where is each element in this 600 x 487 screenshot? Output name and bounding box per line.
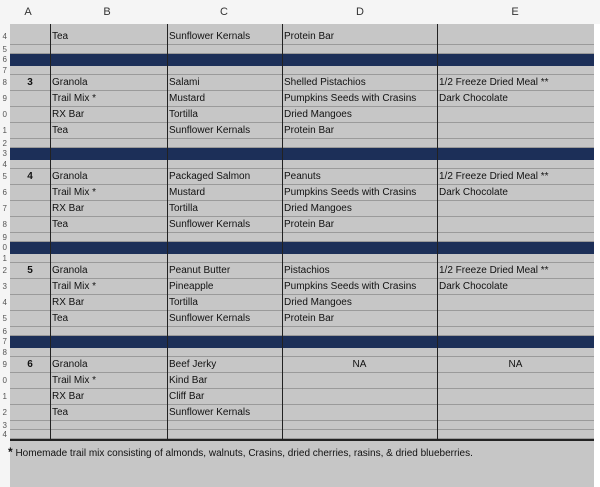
cell-b[interactable]: RX Bar bbox=[52, 109, 85, 120]
table-row bbox=[10, 29, 594, 45]
cell-a[interactable] bbox=[10, 107, 50, 123]
spreadsheet-grid bbox=[10, 24, 594, 487]
row-number[interactable]: 9 bbox=[2, 360, 7, 369]
cell-c[interactable]: Sunflower Kernals bbox=[169, 31, 251, 42]
cell-e[interactable]: 1/2 Freeze Dried Meal ** bbox=[439, 171, 549, 182]
footnote-marker: * bbox=[8, 445, 13, 459]
table-row bbox=[10, 217, 594, 233]
row-number[interactable]: 8 bbox=[2, 347, 7, 357]
cell-a[interactable] bbox=[10, 295, 50, 311]
cell-c[interactable]: Mustard bbox=[169, 93, 206, 104]
cell-e[interactable] bbox=[437, 373, 594, 389]
cell-a[interactable]: 3 bbox=[27, 77, 33, 88]
cell-b[interactable]: RX Bar bbox=[52, 297, 85, 308]
cell-b[interactable]: Tea bbox=[52, 31, 69, 42]
row-number[interactable]: 5 bbox=[2, 44, 7, 54]
cell-a[interactable] bbox=[10, 185, 50, 201]
cell-c[interactable]: Packaged Salmon bbox=[169, 171, 251, 182]
column-header-e[interactable]: E bbox=[511, 6, 519, 18]
cell-d[interactable]: Pistachios bbox=[284, 265, 330, 276]
cell-b[interactable]: Tea bbox=[52, 407, 69, 418]
footnote bbox=[8, 440, 578, 464]
day-separator bbox=[10, 242, 594, 254]
row-number[interactable]: 9 bbox=[2, 94, 7, 103]
cell-d[interactable]: Pumpkins Seeds with Crasins bbox=[284, 93, 417, 104]
footnote-text: Homemade trail mix consisting of almonds, walnuts, Crasins, dried cherries, rasins, & dried blueberries. bbox=[15, 448, 473, 459]
row-number[interactable]: 3 bbox=[2, 420, 7, 430]
row-number[interactable]: 4 bbox=[2, 298, 7, 307]
table-row bbox=[10, 201, 594, 217]
day-separator bbox=[10, 336, 594, 348]
cell-d[interactable]: Protein Bar bbox=[284, 313, 335, 324]
cell-a[interactable] bbox=[10, 405, 50, 421]
cell-d[interactable]: Peanuts bbox=[284, 171, 321, 182]
cell-c[interactable]: Pineapple bbox=[169, 281, 214, 292]
table-row bbox=[10, 75, 594, 91]
cell-c[interactable]: Tortilla bbox=[169, 203, 198, 214]
column-border bbox=[50, 24, 51, 439]
cell-e[interactable] bbox=[437, 217, 594, 233]
cell-c[interactable]: Sunflower Kernals bbox=[169, 313, 251, 324]
cell-b[interactable]: Granola bbox=[52, 359, 88, 370]
row-number[interactable]: 1 bbox=[2, 392, 7, 401]
cell-e[interactable]: Dark Chocolate bbox=[439, 187, 508, 198]
cell-c[interactable]: Beef Jerky bbox=[169, 359, 217, 370]
row-number[interactable]: 6 bbox=[2, 55, 7, 64]
day-separator bbox=[10, 148, 594, 160]
cell-e[interactable]: Dark Chocolate bbox=[439, 281, 508, 292]
table-row bbox=[10, 107, 594, 123]
cell-b[interactable]: Granola bbox=[52, 171, 88, 182]
cell-a[interactable] bbox=[10, 373, 50, 389]
column-header-a[interactable]: A bbox=[24, 6, 32, 18]
cell-b[interactable]: Trail Mix * bbox=[52, 281, 97, 292]
cell-c[interactable]: Mustard bbox=[169, 187, 206, 198]
table-row bbox=[10, 295, 594, 311]
cell-a[interactable] bbox=[10, 279, 50, 295]
cell-a[interactable]: 4 bbox=[27, 171, 33, 182]
cell-a[interactable] bbox=[10, 123, 50, 139]
cell-c[interactable]: Sunflower Kernals bbox=[169, 219, 251, 230]
cell-e[interactable] bbox=[437, 107, 594, 123]
row-number[interactable]: 4 bbox=[2, 429, 7, 439]
column-border bbox=[437, 24, 438, 439]
cell-d[interactable]: Dried Mangoes bbox=[284, 203, 352, 214]
cell-e[interactable]: 1/2 Freeze Dried Meal ** bbox=[439, 77, 549, 88]
row-number[interactable]: 0 bbox=[2, 243, 7, 252]
cell-e[interactable]: NA bbox=[508, 359, 523, 370]
row-number-gutter bbox=[0, 24, 10, 487]
cell-c[interactable]: Salami bbox=[169, 77, 200, 88]
cell-d[interactable]: Dried Mangoes bbox=[284, 109, 352, 120]
column-border bbox=[167, 24, 168, 439]
cell-c[interactable]: Peanut Butter bbox=[169, 265, 231, 276]
cell-e[interactable] bbox=[437, 405, 594, 421]
row-number[interactable]: 3 bbox=[2, 149, 7, 158]
row-number[interactable]: 7 bbox=[2, 204, 7, 213]
row-number[interactable]: 1 bbox=[2, 126, 7, 135]
cell-c[interactable]: Cliff Bar bbox=[169, 391, 205, 402]
table-row bbox=[10, 123, 594, 139]
cell-a[interactable] bbox=[10, 201, 50, 217]
cell-d[interactable]: Protein Bar bbox=[284, 125, 335, 136]
row-number[interactable]: 0 bbox=[2, 110, 7, 119]
cell-a[interactable] bbox=[10, 311, 50, 327]
cell-e[interactable] bbox=[437, 123, 594, 139]
table-row bbox=[10, 405, 594, 421]
cell-b[interactable]: RX Bar bbox=[52, 391, 85, 402]
row-number[interactable]: 6 bbox=[2, 188, 7, 197]
table-row bbox=[10, 389, 594, 405]
table-row bbox=[10, 263, 594, 279]
cell-b[interactable]: Granola bbox=[52, 265, 88, 276]
cell-b[interactable]: RX Bar bbox=[52, 203, 85, 214]
row-number[interactable]: 5 bbox=[2, 314, 7, 323]
cell-e[interactable] bbox=[437, 295, 594, 311]
cell-a[interactable] bbox=[10, 29, 50, 45]
cell-d[interactable]: Pumpkins Seeds with Crasins bbox=[284, 187, 417, 198]
column-header-bar bbox=[0, 0, 600, 25]
column-header-c[interactable]: C bbox=[220, 6, 228, 18]
cell-a[interactable]: 6 bbox=[27, 359, 33, 370]
table-row bbox=[10, 169, 594, 185]
row-number[interactable]: 0 bbox=[2, 376, 7, 385]
row-number[interactable]: 9 bbox=[2, 232, 7, 242]
cell-b[interactable]: Trail Mix * bbox=[52, 93, 97, 104]
cell-d[interactable]: Protein Bar bbox=[284, 219, 335, 230]
row-number[interactable]: 5 bbox=[2, 172, 7, 181]
cell-c[interactable]: Kind Bar bbox=[169, 375, 208, 386]
cell-a[interactable]: 5 bbox=[27, 265, 33, 276]
right-margin bbox=[594, 24, 600, 487]
column-header-b[interactable]: B bbox=[103, 6, 111, 18]
cell-e[interactable] bbox=[437, 29, 594, 45]
column-header-d[interactable]: D bbox=[356, 6, 364, 18]
row-number[interactable]: 2 bbox=[2, 266, 7, 275]
cell-e[interactable]: Dark Chocolate bbox=[439, 93, 508, 104]
row-number[interactable]: 4 bbox=[2, 32, 7, 41]
row-number[interactable]: 7 bbox=[2, 337, 7, 346]
table-row bbox=[10, 373, 594, 389]
cell-e[interactable] bbox=[437, 389, 594, 405]
cell-d[interactable]: Protein Bar bbox=[284, 31, 335, 42]
row-number[interactable]: 7 bbox=[2, 65, 7, 75]
table-row bbox=[10, 91, 594, 107]
cell-b[interactable]: Tea bbox=[52, 313, 69, 324]
row-number[interactable]: 8 bbox=[2, 220, 7, 229]
row-number[interactable]: 1 bbox=[2, 253, 7, 263]
cell-d[interactable]: Shelled Pistachios bbox=[284, 77, 366, 88]
column-border bbox=[282, 24, 283, 439]
cell-b[interactable]: Granola bbox=[52, 77, 88, 88]
cell-e[interactable]: 1/2 Freeze Dried Meal ** bbox=[439, 265, 549, 276]
cell-e[interactable] bbox=[437, 311, 594, 327]
table-row bbox=[10, 311, 594, 327]
cell-d[interactable] bbox=[282, 389, 437, 405]
cell-b[interactable]: Trail Mix * bbox=[52, 187, 97, 198]
cell-c[interactable]: Sunflower Kernals bbox=[169, 125, 251, 136]
table-row bbox=[10, 279, 594, 295]
cell-b[interactable]: Tea bbox=[52, 125, 69, 136]
cell-d[interactable]: Pumpkins Seeds with Crasins bbox=[284, 281, 417, 292]
table-row bbox=[10, 357, 594, 373]
row-number[interactable]: 8 bbox=[2, 78, 7, 87]
cell-a[interactable] bbox=[10, 389, 50, 405]
cell-d[interactable]: Dried Mangoes bbox=[284, 297, 352, 308]
cell-a[interactable] bbox=[10, 91, 50, 107]
cell-e[interactable] bbox=[437, 201, 594, 217]
row-number[interactable]: 2 bbox=[2, 138, 7, 148]
cell-c[interactable]: Sunflower Kernals bbox=[169, 407, 251, 418]
cell-c[interactable]: Tortilla bbox=[169, 109, 198, 120]
row-number[interactable]: 4 bbox=[2, 159, 7, 169]
cell-d[interactable] bbox=[282, 405, 437, 421]
cell-d[interactable] bbox=[282, 373, 437, 389]
cell-b[interactable]: Tea bbox=[52, 219, 69, 230]
cell-b[interactable]: Trail Mix * bbox=[52, 375, 97, 386]
row-number[interactable]: 2 bbox=[2, 408, 7, 417]
table-row bbox=[10, 185, 594, 201]
cell-a[interactable] bbox=[10, 217, 50, 233]
row-number[interactable]: 6 bbox=[2, 326, 7, 336]
cell-d[interactable]: NA bbox=[352, 359, 367, 370]
day-separator bbox=[10, 54, 594, 66]
row-number[interactable]: 3 bbox=[2, 282, 7, 291]
cell-c[interactable]: Tortilla bbox=[169, 297, 198, 308]
